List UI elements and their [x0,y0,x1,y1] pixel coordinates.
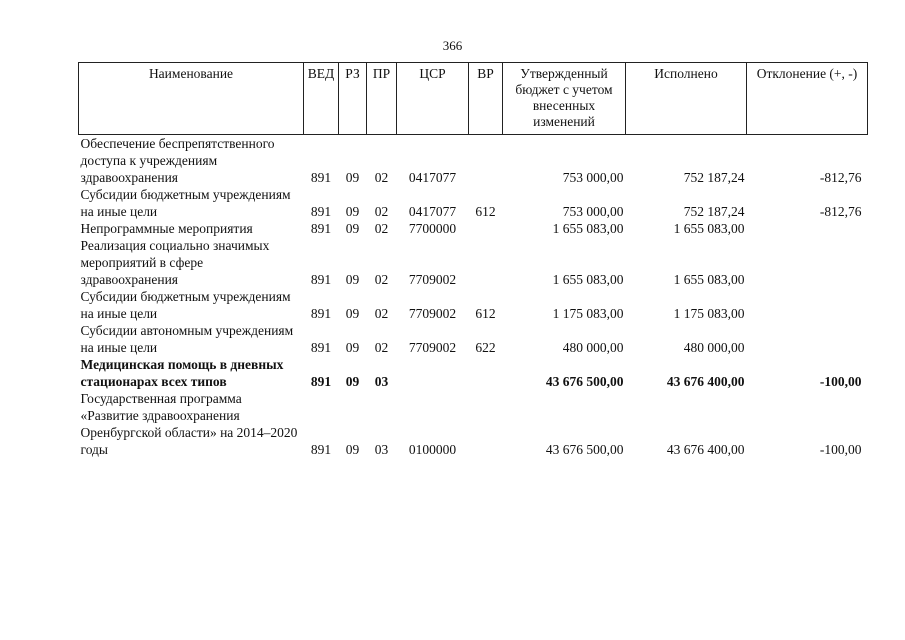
header-ved: ВЕД [304,63,339,135]
cell-vr [469,390,503,458]
cell-name: Субсидии бюджетным учреждениям на иные цели [80,289,291,321]
cell-pr: 03 [374,374,389,389]
header-rz: РЗ [339,63,367,135]
cell-approved: 753 000,00 [562,170,624,185]
cell-deviation [747,322,868,356]
cell-rz: 09 [345,374,360,389]
cell-pr: 02 [374,204,389,219]
cell-vr [469,220,503,237]
cell-csr: 7700000 [408,221,457,236]
header-pr: ПР [367,63,397,135]
page-number: 366 [442,38,463,53]
header-vr: ВР [469,63,503,135]
cell-pr: 02 [374,306,389,321]
cell-approved: 43 676 500,00 [545,442,624,457]
table-body [79,135,868,459]
header-executed: Исполнено [626,63,747,135]
table-row [79,356,868,390]
cell-deviation: -100,00 [819,442,862,457]
cell-executed: 1 175 083,00 [673,306,745,321]
cell-rz: 09 [345,306,360,321]
table-row [79,390,868,458]
cell-executed: 43 676 400,00 [666,442,745,457]
cell-executed: 43 676 400,00 [666,374,745,389]
cell-executed: 752 187,24 [683,204,745,219]
cell-vr: 622 [475,340,496,355]
cell-name: Медицинская помощь в дневных стационарах всех типов [80,357,284,389]
cell-vr: 612 [475,204,496,219]
cell-ved: 891 [310,442,332,457]
cell-deviation [747,220,868,237]
cell-csr: 7709002 [408,306,457,321]
cell-deviation: -812,76 [819,170,862,185]
cell-csr: 0417077 [408,170,457,185]
table-row [79,237,868,288]
cell-deviation: -812,76 [819,204,862,219]
cell-ved: 891 [310,170,332,185]
table-row [79,322,868,356]
cell-pr: 02 [374,170,389,185]
cell-ved: 891 [310,272,332,287]
cell-name: Государственная программа «Развитие здравоохранения Оренбургской области» на 2014–2020 годы [80,391,298,457]
cell-ved: 891 [310,306,332,321]
cell-executed: 752 187,24 [683,170,745,185]
cell-csr: 0100000 [408,442,457,457]
table-row [79,135,868,187]
header-csr: ЦСР [397,63,469,135]
cell-rz: 09 [345,170,360,185]
cell-vr [469,135,503,187]
cell-csr [397,356,469,390]
cell-name: Субсидии бюджетным учреждениям на иные цели [80,187,291,219]
cell-pr: 03 [374,442,389,457]
cell-rz: 09 [345,442,360,457]
table-row [79,288,868,322]
cell-ved: 891 [310,204,332,219]
cell-pr: 02 [374,340,389,355]
cell-approved: 1 655 083,00 [552,221,624,236]
cell-csr: 7709002 [408,272,457,287]
cell-rz: 09 [345,221,360,236]
header-deviation: Отклонение (+, -) [747,63,868,135]
table-row [79,186,868,220]
cell-ved: 891 [310,340,332,355]
cell-executed: 480 000,00 [683,340,745,355]
cell-csr: 0417077 [408,204,457,219]
cell-pr: 02 [374,221,389,236]
cell-ved: 891 [310,374,332,389]
table-row [79,220,868,237]
budget-table [78,62,868,458]
cell-csr: 7709002 [408,340,457,355]
cell-name: Реализация социально значимых мероприятий в сфере здравоохранения [80,238,270,287]
cell-rz: 09 [345,340,360,355]
cell-vr [469,356,503,390]
table-header [79,63,868,135]
cell-deviation: -100,00 [819,374,862,389]
cell-name: Обеспечение беспрепятственного доступа к учреждениям здравоохранения [80,136,275,185]
cell-rz: 09 [345,272,360,287]
cell-approved: 1 175 083,00 [552,306,624,321]
cell-approved: 43 676 500,00 [545,374,624,389]
cell-pr: 02 [374,272,389,287]
cell-name: Непрограммные мероприятия [80,221,253,236]
cell-rz: 09 [345,204,360,219]
cell-executed: 1 655 083,00 [673,221,745,236]
cell-deviation [747,237,868,288]
cell-approved: 480 000,00 [562,340,624,355]
cell-ved: 891 [310,221,332,236]
cell-deviation [747,288,868,322]
header-approved: Утвержденный бюджет с учетом внесенных изменений [503,63,626,135]
header-name: Наименование [79,63,304,135]
cell-approved: 1 655 083,00 [552,272,624,287]
cell-vr [469,237,503,288]
cell-name: Субсидии автономным учреждениям на иные цели [80,323,294,355]
cell-approved: 753 000,00 [562,204,624,219]
cell-executed: 1 655 083,00 [673,272,745,287]
cell-vr: 612 [475,306,496,321]
